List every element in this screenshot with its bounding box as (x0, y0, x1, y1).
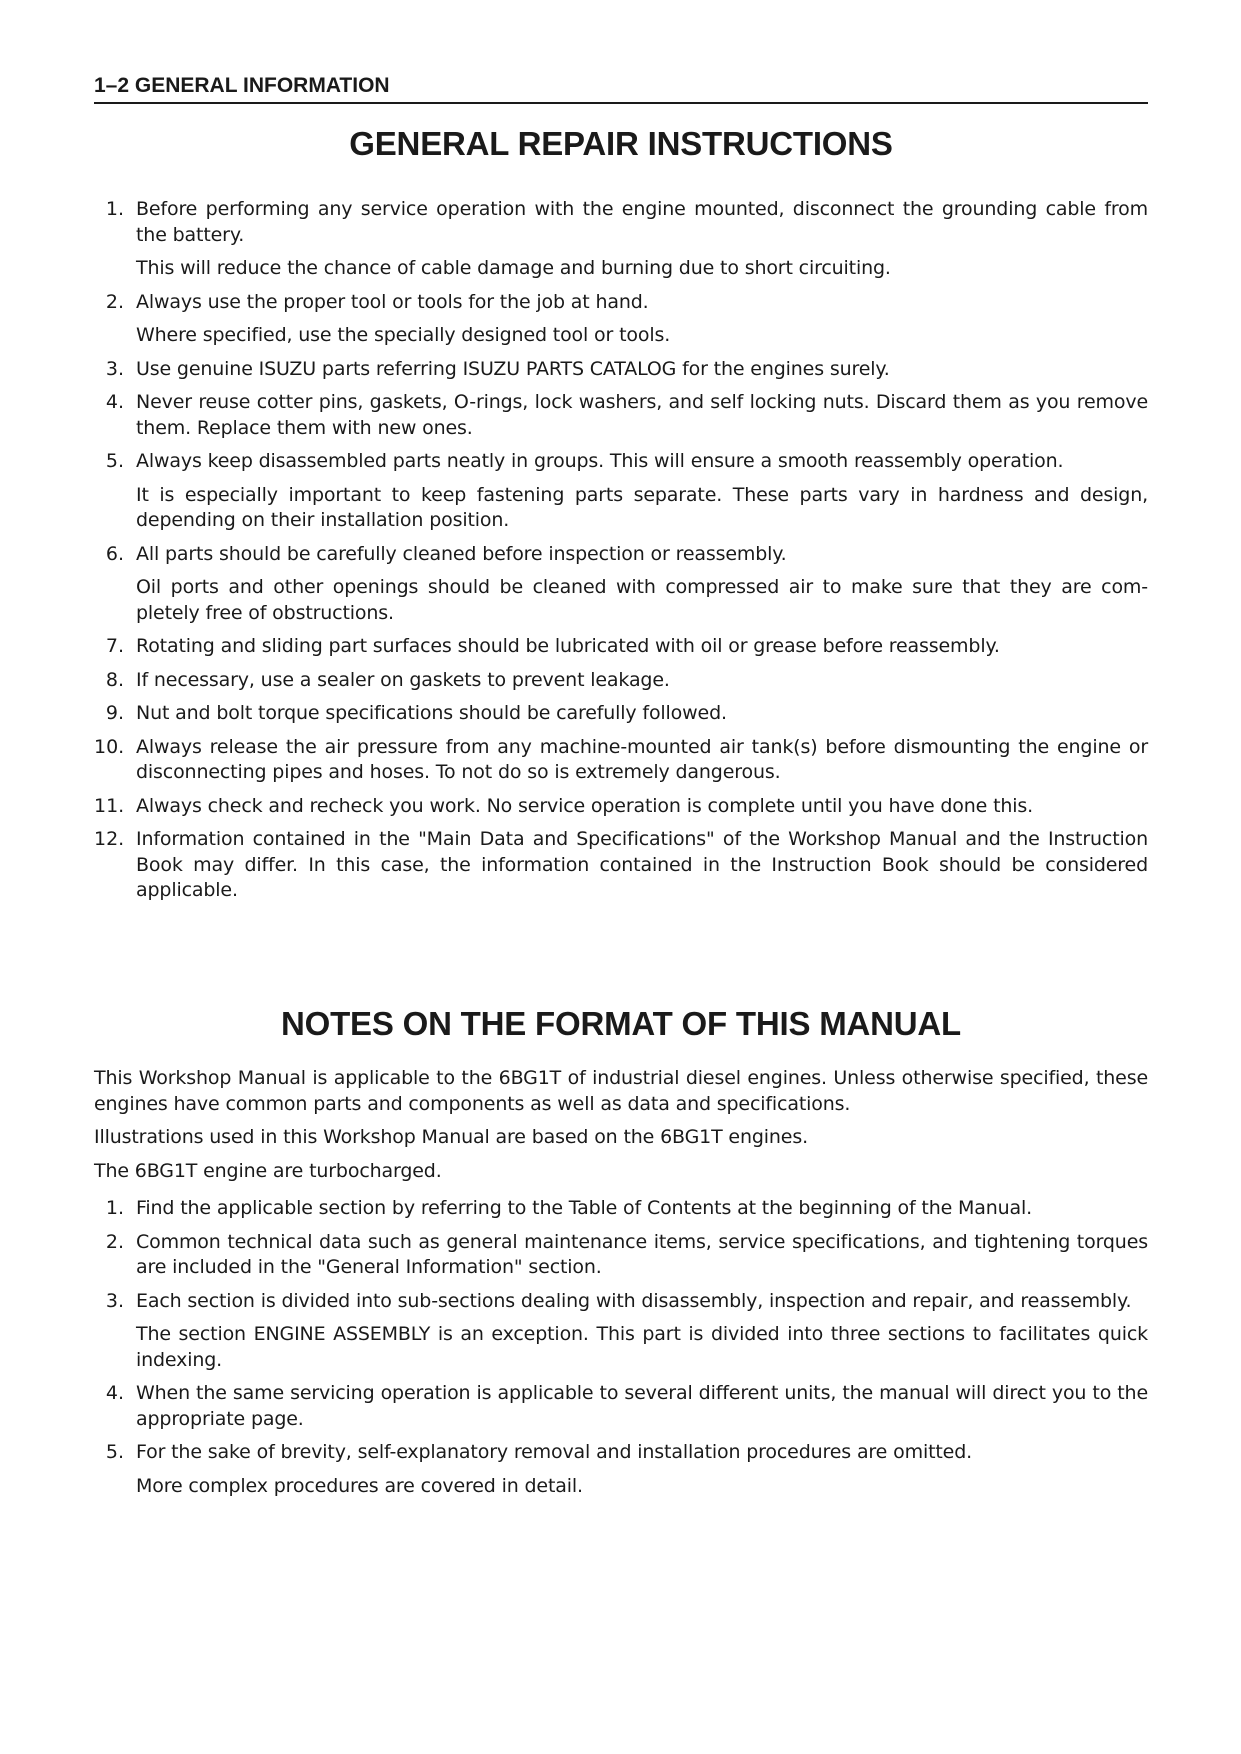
item-number: 8. (105, 668, 124, 691)
list-item (94, 390, 1148, 449)
item-text: Use genuine ISUZU parts referring ISUZU PARTS CATALOG for the engines surely. (136, 357, 890, 380)
item-subtext: This will reduce the chance of cable damage and burning due to short circuiting. (136, 257, 891, 279)
item-subtext: Oil ports and other openings should be cleaned with compressed air to make sure that they are com-pletely free of obstructions. (136, 576, 1148, 624)
list-item (94, 197, 1148, 290)
item-text: Nut and bolt torque specifications should be carefully followed. (136, 702, 727, 724)
list-item (94, 701, 1148, 735)
item-text: Information contained in the "Main Data and Specifications" of the Workshop Manual and the Instruction Book may differ. In this case, the information contained in the Instruction Book should be considered applicable. (136, 828, 1148, 901)
item-number: 12. (94, 828, 125, 850)
item-number: 11. (94, 794, 125, 817)
item-text: Always check and recheck you work. No service operation is complete until you have done this. (136, 794, 1034, 817)
list-item (94, 827, 1148, 912)
item-number: 10. (94, 735, 125, 758)
item-text: Find the applicable section by referring to the Table of Contents at the beginning of the Manual. (136, 1197, 1033, 1219)
list-item (94, 668, 1148, 702)
item-text: Common technical data such as general maintenance items, service specifications, and tightening torques are included in the "General Information" section. (136, 1230, 1148, 1278)
list-item (94, 794, 1148, 828)
item-text: All parts should be carefully cleaned before inspection or reassembly. (136, 542, 787, 565)
item-number: 9. (105, 702, 124, 724)
item-number: 6. (105, 542, 124, 565)
item-text: Always keep disassembled parts neatly in groups. This will ensure a smooth reassembly operation. (136, 450, 1064, 472)
list-item (94, 542, 1148, 635)
list-item (94, 735, 1148, 794)
running-head: 1–2 GENERAL INFORMATION (94, 73, 1148, 104)
section-title-format: NOTES ON THE FORMAT OF THIS MANUAL (280, 1005, 962, 1042)
intro-paragraph: Illustrations used in this Workshop Manual are based on the 6BG1T engines. (94, 1126, 808, 1148)
item-text: Always use the proper tool or tools for the job at hand. (136, 290, 649, 313)
format-intro (94, 1066, 1148, 1192)
item-text: Rotating and sliding part surfaces should be lubricated with oil or grease before reassembly. (136, 635, 1000, 657)
list-item (94, 1289, 1148, 1382)
item-number: 7. (105, 635, 124, 657)
list-item (94, 290, 1148, 357)
list-item (94, 1230, 1148, 1289)
item-text: Each section is divided into sub-sections dealing with disassembly, inspection and repair, and reassembly. (136, 1289, 1132, 1312)
item-number: 3. (105, 1289, 124, 1312)
item-number: 3. (105, 357, 124, 380)
item-subtext: More complex procedures are covered in detail. (136, 1474, 583, 1497)
list-item (94, 357, 1148, 391)
repair-instructions-list (94, 197, 1148, 912)
item-number: 2. (105, 290, 124, 313)
list-item (94, 1196, 1148, 1230)
list-item (94, 1381, 1148, 1440)
intro-paragraph: The 6BG1T engine are turbocharged. (94, 1159, 442, 1182)
item-text: When the same servicing operation is applicable to several different units, the manual will direct you to the appropriate page. (136, 1382, 1148, 1430)
item-number: 1. (105, 198, 124, 220)
item-subtext: Where specified, use the specially designed tool or tools. (136, 324, 671, 346)
item-number: 5. (105, 450, 124, 472)
item-number: 2. (105, 1230, 124, 1253)
list-item (94, 1440, 1148, 1507)
intro-paragraph: This Workshop Manual is applicable to the 6BG1T of industrial diesel engines. Unless otherwise specified, these engines have common parts and components as well as data and specifications. (94, 1067, 1148, 1115)
item-text: Before performing any service operation with the engine mounted, disconnect the grounding cable from the battery. (136, 198, 1148, 246)
list-item (94, 634, 1148, 668)
item-number: 4. (105, 391, 124, 413)
format-notes-list (94, 1196, 1148, 1507)
item-text: For the sake of brevity, self-explanatory removal and installation procedures are omitted. (136, 1441, 973, 1463)
list-item (94, 449, 1148, 542)
item-text: If necessary, use a sealer on gaskets to prevent leakage. (136, 668, 670, 691)
item-number: 5. (105, 1441, 124, 1463)
item-number: 4. (105, 1382, 124, 1404)
item-subtext: The section ENGINE ASSEMBLY is an exception. This part is divided into three sections to facilitates quick indexing. (136, 1323, 1148, 1371)
item-subtext: It is especially important to keep fastening parts separate. These parts vary in hardness and design, depending on their installation position. (136, 483, 1148, 531)
item-number: 1. (105, 1197, 124, 1219)
section-title-repair: GENERAL REPAIR INSTRUCTIONS (349, 125, 893, 162)
item-text: Never reuse cotter pins, gaskets, O-rings, lock washers, and self locking nuts. Discard them as you remove them. Replace them with new ones. (136, 391, 1148, 439)
item-text: Always release the air pressure from any machine-mounted air tank(s) before dismounting the engine or disconnecting pipes and hoses. To not do so is extremely dangerous. (136, 735, 1148, 783)
